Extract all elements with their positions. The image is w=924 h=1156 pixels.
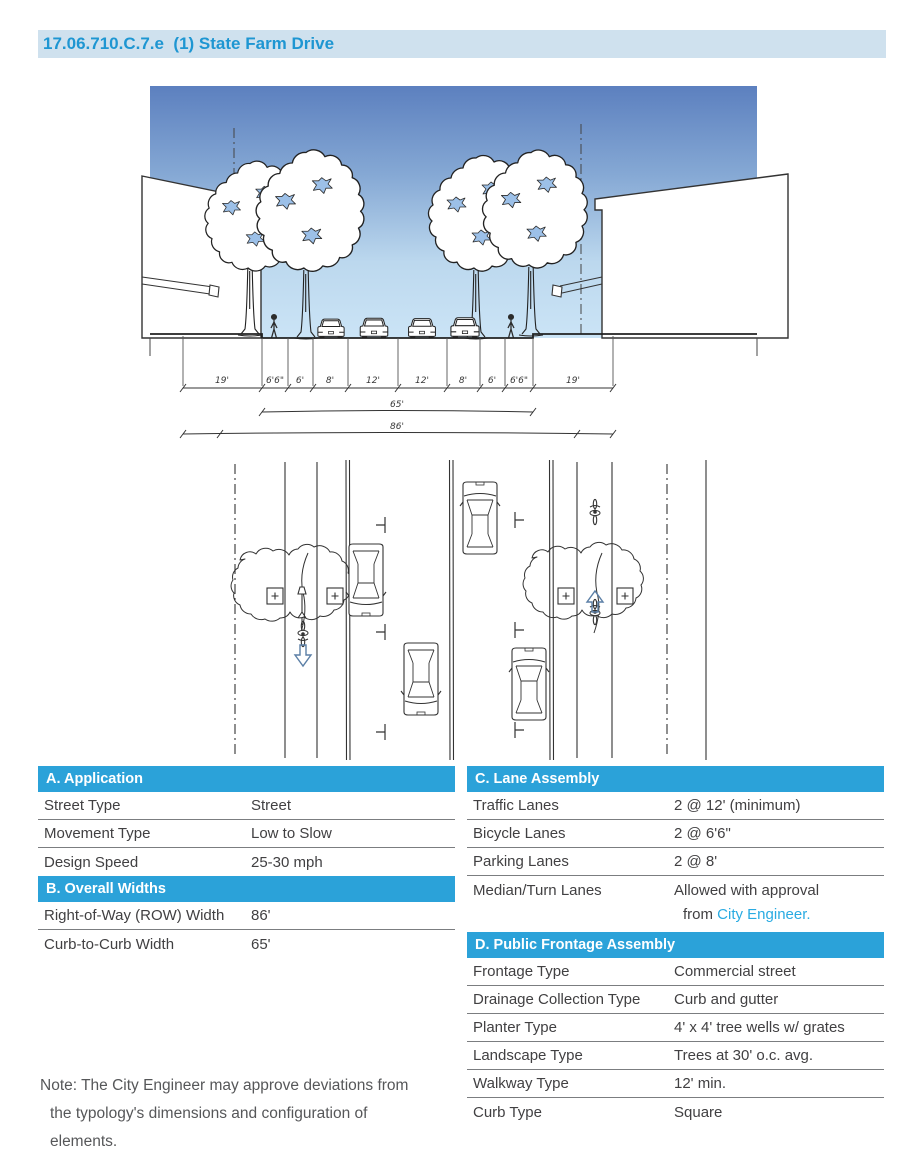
- tree-well-grate-icon: [327, 588, 343, 604]
- row-label: Traffic Lanes: [473, 797, 559, 814]
- note-line: elements.: [50, 1133, 118, 1150]
- row-value: Low to Slow: [251, 825, 332, 842]
- table-row: [467, 848, 884, 876]
- svg-text:12': 12': [366, 376, 380, 386]
- table-row: [38, 792, 455, 820]
- svg-text:65': 65': [390, 400, 404, 410]
- row-value: Street: [251, 797, 292, 814]
- tree-canopy-plan: [231, 542, 643, 635]
- section-title-bar: [38, 30, 886, 58]
- car-icon: [346, 482, 549, 720]
- table-row: [467, 1042, 884, 1070]
- city-engineer-link[interactable]: City Engineer.: [717, 906, 811, 923]
- table-row: [38, 848, 455, 876]
- svg-text:6'6": 6'6": [265, 376, 285, 386]
- svg-text:19': 19': [215, 376, 229, 386]
- dimension-labels: [215, 376, 580, 386]
- row-value: 2 @ 12' (minimum): [674, 797, 801, 814]
- table-row: [467, 820, 884, 848]
- svg-text:86': 86': [390, 422, 404, 432]
- tree-well-grate-icon: [267, 588, 283, 604]
- table-row: [467, 1070, 884, 1098]
- row-value: Allowed with approval from City Engineer.: [674, 882, 820, 923]
- row-value: 2 @ 6'6": [674, 825, 731, 842]
- table-row: [467, 986, 884, 1014]
- table-header-overall-widths: B. Overall Widths: [38, 876, 455, 902]
- svg-text:12': 12': [415, 376, 429, 386]
- table-row: [467, 792, 884, 820]
- row-label: Planter Type: [473, 1019, 557, 1036]
- note-line: Note: The City Engineer may approve deviations from: [40, 1077, 409, 1094]
- plan-view-illustration: [230, 460, 710, 760]
- svg-text:8': 8': [458, 376, 468, 386]
- row-label: Drainage Collection Type: [473, 991, 641, 1008]
- deviation-note: [40, 1072, 470, 1156]
- page-title: 17.06.710.C.7.e (1) State Farm Drive: [43, 34, 335, 53]
- row-label: Right-of-Way (ROW) Width: [44, 907, 225, 924]
- row-value: Trees at 30' o.c. avg.: [674, 1047, 814, 1064]
- table-row-median-turn-lanes: [467, 876, 884, 932]
- table-row: [38, 820, 455, 848]
- row-dimension: [180, 422, 616, 438]
- row-label: Design Speed: [44, 853, 139, 871]
- curb-to-curb-dimension: [259, 400, 536, 416]
- row-value: Curb and gutter: [674, 991, 779, 1008]
- section-cut-lines: [183, 336, 613, 386]
- row-value: Square: [674, 1103, 723, 1121]
- row-label: Walkway Type: [473, 1075, 569, 1092]
- row-value: 25-30 mph: [251, 853, 323, 871]
- table-header-application: A. Application: [38, 766, 455, 792]
- row-label: Curb Type: [473, 1103, 542, 1121]
- row-value: 12' min.: [674, 1075, 727, 1092]
- table-row: [467, 1014, 884, 1042]
- tree-well-grate-icon: [617, 588, 633, 604]
- row-label: Median/Turn Lanes: [473, 882, 602, 899]
- svg-text:8': 8': [325, 376, 335, 386]
- table-row: [38, 902, 455, 930]
- row-value: 86': [251, 907, 271, 924]
- svg-text:6'6": 6'6": [509, 376, 529, 386]
- row-value: Commercial street: [674, 963, 796, 980]
- table-row: [38, 930, 455, 958]
- bicycle-icon: [298, 499, 600, 646]
- svg-text:19': 19': [566, 376, 580, 386]
- table-header-public-frontage: D. Public Frontage Assembly: [467, 932, 884, 958]
- svg-text:6': 6': [487, 376, 497, 386]
- row-value: 65': [251, 935, 271, 953]
- table-row: [467, 958, 884, 986]
- note-line: the typology's dimensions and configuration of: [50, 1105, 368, 1122]
- row-label: Street Type: [44, 797, 121, 814]
- table-lane-assembly: [467, 766, 884, 1126]
- row-label: Movement Type: [44, 825, 151, 842]
- row-value: 4' x 4' tree wells w/ grates: [674, 1019, 845, 1036]
- svg-text:6': 6': [295, 376, 305, 386]
- tree-well-grate-icon: [558, 588, 574, 604]
- table-application: [38, 766, 455, 958]
- row-label: Frontage Type: [473, 963, 570, 980]
- row-label: Landscape Type: [473, 1047, 583, 1064]
- row-label: Bicycle Lanes: [473, 825, 566, 842]
- cross-section-illustration: [140, 80, 790, 460]
- row-value: 2 @ 8': [674, 853, 718, 870]
- row-label: Parking Lanes: [473, 853, 569, 870]
- table-row: [467, 1098, 884, 1126]
- row-label: Curb-to-Curb Width: [44, 935, 175, 953]
- table-header-lane-assembly: C. Lane Assembly: [467, 766, 884, 792]
